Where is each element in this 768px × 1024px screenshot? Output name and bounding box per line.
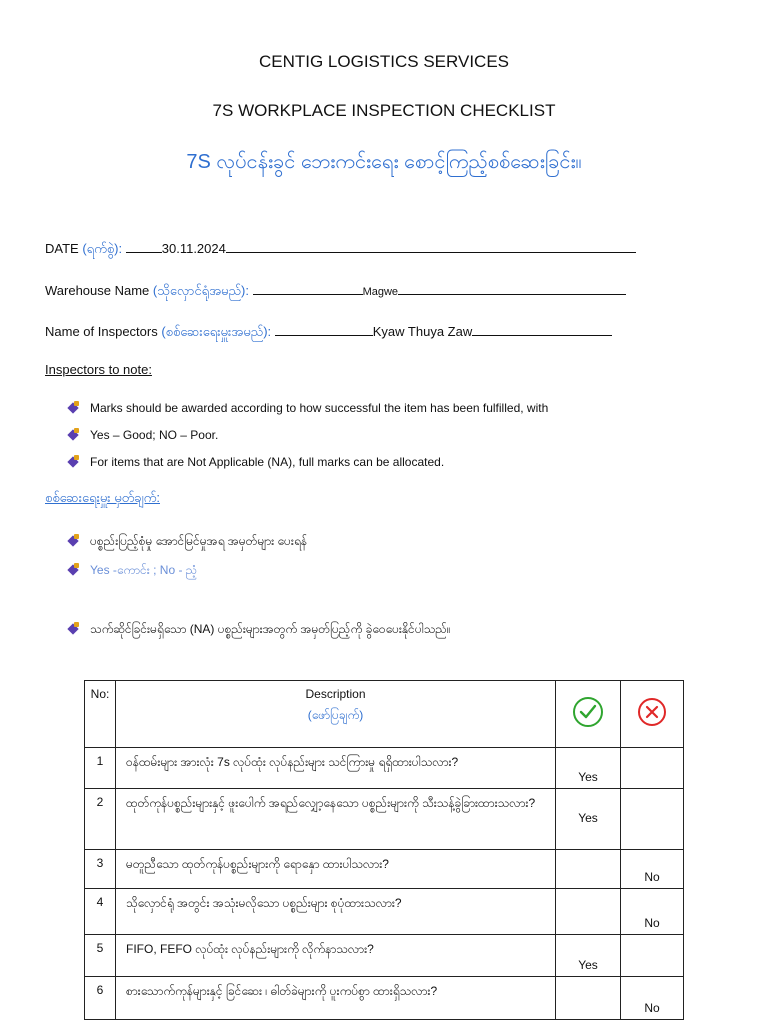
checklist-table [84,680,684,1020]
column-header-description: Description (ဖော်ပြချက်) [116,681,556,748]
note-item: For items that are Not Applicable (NA), full marks can be allocated. [68,455,444,469]
note-item: Marks should be awarded according to how successful the item has been fulfilled, with [68,401,548,415]
yes-cell: Yes [556,748,621,789]
table-row: 1 ဝန်ထမ်းများ အားလုံး 7s လုပ်ထုံး လုပ်နည်းများ သင်ကြားမှု ရရှိထားပါသလား? Yes [85,748,684,789]
column-header-yes [556,681,621,748]
inspectors-label: Name of Inspectors [45,324,158,339]
notes-heading: Inspectors to note: [45,362,152,377]
no-cell: No [621,889,684,935]
no-cell [621,935,684,977]
company-name: CENTIG LOGISTICS SERVICES [258,52,510,71]
yes-cell: Yes [556,789,621,850]
warehouse-value: Magwe [362,286,399,298]
bullet-arrow-icon [68,401,82,413]
yes-cell [556,977,621,1020]
table-header-row [85,681,684,748]
warehouse-field [45,280,626,302]
no-cell [621,789,684,850]
note-item-myanmar: သက်ဆိုင်ခြင်းမရှိသော (NA) ပစ္စည်းများအတွက် အမှတ်ပြည့်ကို ခွဲဝေပေးနိုင်ပါသည်။ [68,621,451,639]
date-label: DATE [45,241,79,256]
table-row: 4 သိုလှောင်ရုံ အတွင်း အသုံးမလိုသော ပစ္စည်းများ စုပုံထားသလား? No [85,889,684,935]
note-item-myanmar: ပစ္စည်းပြည့်စုံမှု အောင်မြင်မှုအရ အမှတ်များ ပေးရန် [68,533,307,551]
date-label-myanmar: (ရက်စွဲ): [82,241,123,256]
bullet-arrow-icon [68,428,82,440]
document-title: 7S WORKPLACE INSPECTION CHECKLIST [212,101,556,120]
table-row: 3 မတူညီသော ထုတ်ကုန်ပစ္စည်းများကို ရောနှော ထားပါသလား? No [85,850,684,889]
bullet-arrow-icon [68,622,82,634]
warehouse-label-myanmar: (သိုလှောင်ရုံအမည်): [152,283,249,298]
inspectors-label-myanmar: (စစ်ဆေးရေးမှူးအမည်): [161,324,272,339]
document-title-myanmar: 7S လုပ်ငန်းခွင် ဘေးကင်းရေး စောင့်ကြည့်စစ်ဆေးခြင်း။ [186,151,582,173]
column-header-description-myanmar: (ဖော်ပြချက်) [307,708,364,722]
warehouse-label: Warehouse Name [45,283,150,298]
yes-cell [556,850,621,889]
yes-cell [556,889,621,935]
date-field [45,238,636,260]
inspectors-value: Kyaw Thuya Zaw [372,324,473,339]
column-header-no-mark [621,681,684,748]
notes-heading-myanmar: စစ်ဆေးရေးမှူး မှတ်ချက်: [45,490,160,505]
column-header-no: No: [85,681,116,748]
table-row: 2 ထုတ်ကုန်ပစ္စည်းများနှင့် ဖူးပေါက် အရည်လျှော့နေသော ပစ္စည်းများကို သီးသန့်ခွဲခြားထားသလား? Yes [85,789,684,850]
inspectors-field [45,321,612,343]
note-item-myanmar: Yes -ကောင်း ; No - ညံ့ [68,562,197,580]
table-row: 5 FIFO, FEFO လုပ်ထုံး လုပ်နည်းများကို လိုက်နာသလား? Yes [85,935,684,977]
cross-circle-icon [636,696,668,731]
yes-cell: Yes [556,935,621,977]
note-item: Yes – Good; NO – Poor. [68,428,218,442]
date-value: 30.11.2024 [161,241,226,256]
bullet-arrow-icon [68,534,82,546]
no-cell: No [621,850,684,889]
check-circle-icon [572,696,604,731]
bullet-arrow-icon [68,563,82,575]
no-cell [621,748,684,789]
bullet-arrow-icon [68,455,82,467]
table-row: 6 စားသောက်ကုန်များနှင့် ခြင်ဆေး ၊ ဓါတ်ခဲများကို ပူးကပ်စွာ ထားရှိသလား? No [85,977,684,1020]
no-cell: No [621,977,684,1020]
